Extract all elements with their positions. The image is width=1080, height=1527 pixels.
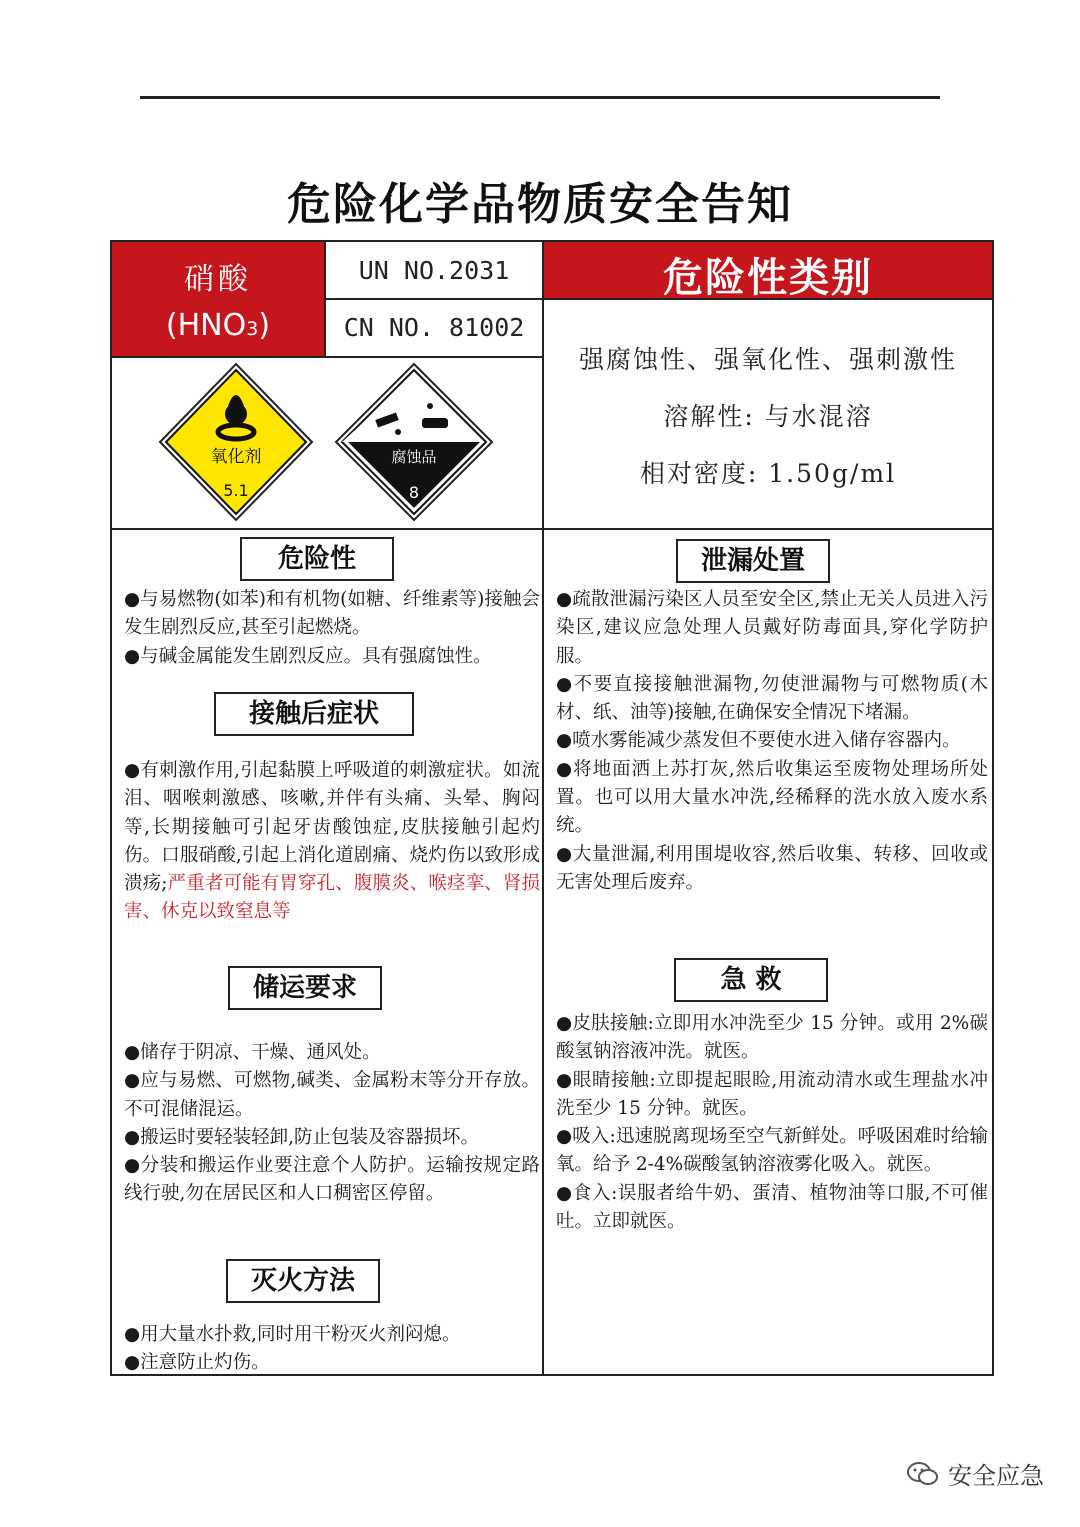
hazard-properties: [544, 300, 992, 528]
section-title-symptoms: 接触后症状: [214, 692, 414, 736]
oxidizer-pictogram-icon: [160, 364, 312, 520]
list-item: ●分装和搬运作业要注意个人防护。运输按规定路线行驶,勿在居民区和人口稠密区停留。: [124, 1155, 540, 1205]
column-divider: [542, 528, 544, 1374]
hazard-category-header: [544, 242, 992, 300]
oxidizer-number: 5.1: [223, 481, 249, 500]
divider: [112, 528, 992, 530]
list-item: ●应与易燃、可燃物,碱类、金属粉末等分开存放。不可混储混运。: [124, 1070, 540, 1120]
watermark-text: 安全应急: [948, 1462, 1044, 1490]
corrosive-pictogram-icon: [336, 364, 492, 520]
chemical-name: 硝酸: [184, 262, 252, 297]
list-item: ●不要直接接触泄漏物,勿使泄漏物与可燃物质(木材、纸、油等)接触,在确保安全情况下堵漏。: [556, 673, 988, 724]
first-aid-text: [556, 1010, 988, 1236]
list-item: ●与易燃物(如苯)和有机物(如糖、纤维素等)接触会发生剧烈反应,甚至引起燃烧。: [124, 589, 540, 639]
oxidizer-label: 氧化剂: [210, 447, 262, 467]
symptoms-description: ●有刺激作用,引起黏膜上呼吸道的刺激症状。如流泪、咽喉刺激感、咳嗽,并伴有头痛、头晕、胸闷等,长期接触可引起牙齿酸蚀症,皮肤接触引起灼伤。口服硝酸,引起上消化道剧痛、烧灼伤以致形成溃疡;: [124, 760, 540, 895]
hazard-text: [124, 586, 540, 671]
list-item: ●大量泄漏,利用围堤收容,然后收集、转移、回收或无害处理后废弃。: [556, 843, 988, 893]
list-item: ●与碱金属能发生剧烈反应。具有强腐蚀性。: [124, 645, 492, 667]
page-title: 危险化学品物质安全告知: [287, 179, 793, 230]
chemical-formula: (HNO3): [165, 308, 271, 343]
section-title-first-aid: 急 救: [674, 958, 828, 1002]
list-item: ●用大量水扑救,同时用干粉灭火剂闷熄。: [124, 1324, 461, 1345]
symptoms-warning: 严重者可能有胃穿孔、腹膜炎、喉痉挛、肾损害、休克以致窒息等: [124, 873, 540, 923]
corrosive-label: 腐蚀品: [391, 448, 437, 466]
list-item: ●储存于阴凉、干燥、通风处。: [124, 1042, 381, 1063]
fire-text: [124, 1321, 540, 1378]
list-item: ●疏散泄漏污染区人员至安全区,禁止无关人员进入污染区,建议应急处理人员戴好防毒面具,穿化学防护服。: [556, 589, 988, 667]
hazard-pictograms: [112, 358, 544, 528]
list-item: ●将地面洒上苏打灰,然后收集运至废物处理场所处置。也可以用大量水冲洗,经稀释的洗水放入废水系统。: [556, 758, 988, 837]
leak-text: [556, 586, 988, 897]
storage-text: [124, 1039, 540, 1209]
top-rule: [140, 96, 940, 99]
section-title-storage: 储运要求: [228, 966, 382, 1010]
hazard-category-title: 危险性类别: [663, 255, 873, 301]
cn-number-cell: [326, 300, 544, 358]
list-item: ●注意防止灼伤。: [124, 1352, 270, 1374]
wechat-icon: [906, 1461, 940, 1487]
un-number-cell: [326, 242, 544, 300]
corrosive-number: 8: [408, 483, 420, 502]
safety-sheet: [110, 240, 994, 1376]
section-title-fire: 灭火方法: [226, 1259, 380, 1303]
list-item: ●搬运时要轻装轻卸,防止包装及容器损坏。: [124, 1126, 480, 1148]
un-number: UN NO.2031: [358, 256, 510, 285]
list-item: ●食入:误服者给牛奶、蛋清、植物油等口服,不可催吐。立即就医。: [556, 1182, 988, 1233]
list-item: ●眼睛接触:立即提起眼睑,用流动清水或生理盐水冲洗至少 15 分钟。就医。: [556, 1069, 988, 1119]
section-title-hazard: 危险性: [240, 537, 394, 581]
cn-number: CN NO. 81002: [343, 313, 525, 342]
property-line: 相对密度: 1.50g/ml: [639, 459, 897, 488]
section-title-leak: 泄漏处置: [676, 539, 830, 583]
list-item: ●喷水雾能减少蒸发但不要使水进入储存容器内。: [556, 730, 961, 752]
symptoms-text: [124, 757, 540, 927]
property-line: 强腐蚀性、强氧化性、强刺激性: [578, 345, 957, 374]
chemical-name-cell: [112, 242, 326, 358]
watermark: [906, 1456, 1044, 1491]
pictogram-cell: [112, 358, 544, 528]
list-item: ●吸入:迅速脱离现场至空气新鲜处。呼吸困难时给输氧。给予 2-4%碳酸氢钠溶液雾化吸入。就医。: [556, 1126, 988, 1176]
list-item: ●皮肤接触:立即用水冲洗至少 15 分钟。或用 2%碳酸氢钠溶液冲洗。就医。: [556, 1013, 988, 1063]
property-line: 溶解性: 与水混溶: [663, 402, 873, 431]
